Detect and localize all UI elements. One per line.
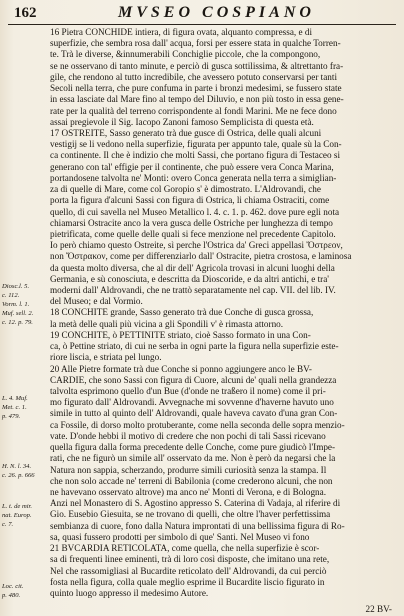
text-line: CARDIE, che sono Sassi con figura di Cuore, alcuni de' quali nella grandezza [50, 374, 337, 385]
text-line: sa di frequenti linee eminenti, trà di loro così disposte, che imitano una rete, [50, 554, 330, 565]
text-line: quello, di cui savella nel Museo Metallico l. 4. c. 1. p. 462. dove pure egli nota [50, 206, 340, 217]
text-line: porta la figura d'alcuni Sassi con figura di Ostrica, li chiama Ostraciti, come [50, 195, 330, 206]
margin-note-line: c. 112. [2, 292, 20, 299]
text-line: rate per la qualità del terreno corrispondente al fondi Marini. Me ne fece dono [50, 105, 337, 116]
text-line: Secoli nella terra, che pure confuma in parte i bronzi medesimi, se fussero state [50, 83, 342, 94]
page-number: 162 [14, 5, 37, 21]
running-title: MVSEO COSPIANO [118, 4, 315, 21]
text-line: 20 Alle Pietre formate trà due Conche si ponno aggiungere anco le BV- [50, 363, 312, 374]
text-line: gile, che rendono al tutto incredibile, che avessero potuto conservarsi per tanti [50, 71, 338, 82]
text-line: quinto luogo appresso il medesimo Autore. [50, 587, 209, 598]
margin-note [2, 394, 48, 421]
text-line: superfizie, che sembra rosa dall' acqua, forsi per essere stata in qualche Torren- [50, 38, 341, 49]
text-line: portandosene talvolta ne' Monti: overo Conca generata nella terra a simiglian- [50, 172, 337, 183]
text-line: sembianza di cuore, fono dalla Natura improntati di una bellissima figura di Ro- [50, 520, 345, 531]
margin-note-line: H. N. l. 34. [2, 463, 32, 470]
text-line: 18 CONCHITE grande, Sasso generato trà due Conche di gusca grossa, [50, 307, 314, 318]
body-text [50, 27, 398, 599]
margin-note-line: nat. Europ. [2, 512, 32, 519]
margin-note-line: Vorm. l. 1. [2, 301, 30, 308]
margin-note-line: L. t. de mir. [2, 503, 33, 510]
text-line: te. Trà le diverse, &innumerabili Conchiglie piccole, che la compongono, [50, 49, 321, 60]
text-line: Germania, e sù conosciuta, e descritta da Dioscoride, e da altri antichi, e tra' [50, 273, 329, 284]
text-line: 17 OSTREITE, Sasso generato trà due gusce di Ostrica, delle quali alcuni [50, 127, 322, 138]
text-line: mo figurato dall' Aldrovandi. Avvegnache mi sovvenne d'haverne havuto uno [50, 397, 334, 408]
margin-note-line: L. 4. Muf. [2, 395, 28, 402]
margin-note [2, 502, 48, 529]
text-line: Anzi nel Monastero di S. Agostino appresso S. Caterina di Vadaja, al riferire di [50, 498, 341, 509]
margin-note [2, 462, 48, 480]
text-line: la metà delle quali più vicina a gli Spondili v' è rimasta attorno. [50, 318, 284, 329]
page-header [8, 4, 396, 25]
text-line: quella figura dalla forma precedente delle Conche, come pure giudicò l'Impe- [50, 442, 336, 453]
text-line: ne havevano osservato altrove) ma anco ne' Monti di Verona, e di Bologna. [50, 486, 327, 497]
text-line: se ne osservano di tanto minute, e perciò di gusca sottilissima, & altrettanto fra- [50, 60, 344, 71]
text-line: assai pregievole il Sig. Iacopo Zanoni famoso Semplicista di questa età. [50, 116, 314, 127]
margin-note-line: p. 480. [2, 592, 21, 599]
margin-note-line: p. 479. [2, 413, 21, 420]
text-line: riore liscia, e striata pel lungo. [50, 352, 162, 363]
text-line: 19 CONCHITE, ò PETTINITE striato, cioè Sasso formato in una Con- [50, 329, 311, 340]
text-line: 21 BVCARDIA RETICOLATA, come quella, che nella superfizie è scor- [50, 543, 320, 554]
text-line: sa, quasi fussero prodotti per simbolo di que' Santi. Nel Museo vi fono [50, 531, 310, 542]
text-line: simile in tutto al quinto dell' Aldrovandi, quale haveva cavato d'una gran Con- [50, 408, 338, 419]
text-line: Natura non sappia, scherzando, produrre simili curiosità senza la stampa. Il [50, 464, 327, 475]
margin-note-line: Met. c. 1. [2, 404, 27, 411]
margin-note [2, 282, 48, 327]
text-line: ca Fossile, di dorso molto protuberante, come nella seconda delle sopra menzio- [50, 419, 345, 430]
margin-note-line: Muf. sell. 2. [2, 310, 34, 317]
text-line: rati, che ne figurò un simile all' osservato da me. Non è però da negarsi che la [50, 453, 336, 464]
text-line: che non solo accade ne' terreni di Babilonia (come crederono alcuni, che non [50, 475, 333, 486]
text-line: Io però chiamo questo Ostreite, sì perche l'Ostrica da' Greci appellasi Ὄστρεον, [50, 240, 343, 251]
text-line: non Ὄστρακον, come per differenziarlo dall' Ostracite, pietra crostosa, e laminosa [50, 251, 352, 262]
text-line: moderni dall' Aldrovandi, che ne trattò separatamente nel cap. VII. del lib. IV. [50, 285, 336, 296]
text-line: 16 Pietra CONCHIDE intiera, di figura ovata, alquanto compressa, e di [50, 27, 313, 37]
text-line: Nel che rassomigliasi al Bucardite reticolato dell' Aldrovandi, da cui perciò [50, 565, 327, 576]
margin-note-line: Diosc.l. 5. [2, 283, 30, 290]
margin-note [2, 582, 48, 600]
text-line: ca, ò Pettine striato, di cui ne serba in ogni parte la figura nella superfizie este- [50, 341, 339, 352]
text-line: vate. D'onde hebbi il motivo di credere che non pochi di tali Sassi ricevano [50, 430, 326, 441]
catchword: 22 BV- [365, 604, 392, 614]
text-line: Gio. Eusebio Giesuita, se ne trovano di quelli, che oltre l'haver perfettissima [50, 509, 331, 520]
text-line: in essa lasciate dal Mare fino al tempo del Diluvio, e non più tosto in essa gene- [50, 94, 344, 105]
text-line: generano con tal' effigie per il continente, che può essere vera Conca Marina, [50, 161, 334, 172]
text-line: talvolta esprimono quello d'un Bue (d'onde ne traßero il nome) come il pri- [50, 386, 326, 396]
text-line: fosta nella figura, colla quale meglio esprime il Bucardite liscio figurato in [50, 576, 325, 587]
text-line: za di quelle di Mare, come col Goropio s' è dimostrato. L'Aldrovandi, che [50, 184, 321, 195]
margin-note-line: c. 26. p. 666 [2, 472, 35, 479]
text-line: ca continente. Il che è indizio che molti Sassi, che portano figura di Testaceo si [50, 150, 341, 161]
text-line: chiamarsi Ostracite anco la vera gusca delle Ostriche per lunghezza di tempo [50, 217, 333, 228]
text-line: del Museo; e dal Vormio. [50, 296, 143, 307]
margin-note-line: c. 12. p. 79. [2, 319, 33, 326]
margin-note-line: c. 7. [2, 521, 14, 528]
text-line: da questa molto diversa, che al dir dell' Agricola trovasi in alcuni luoghi della [50, 262, 335, 273]
text-line: vestigij se li vedono nella superfizie, figurata per appunto tale, quale sù la Con- [50, 139, 342, 150]
margin-note-line: Loc. cit. [2, 583, 24, 590]
text-line: pietrificata, come quelle delle quali si fece menzione nel precedente Capitolo. [50, 228, 336, 239]
